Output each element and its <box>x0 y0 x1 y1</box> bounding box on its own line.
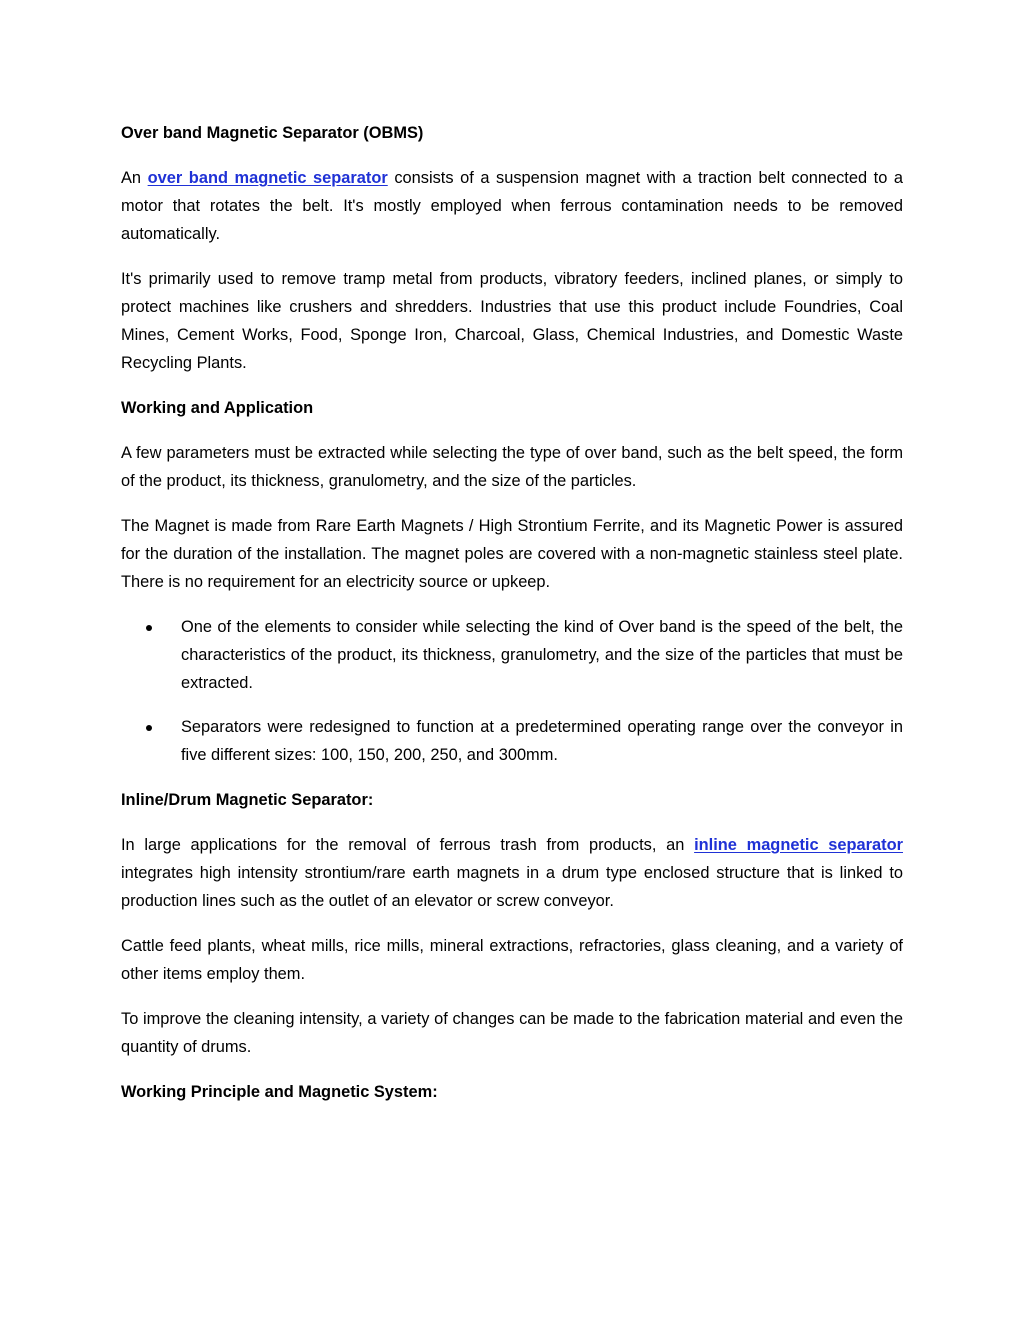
paragraph-working-magnet: The Magnet is made from Rare Earth Magnets / High Strontium Ferrite, and its Magnetic Power is assured for the duration of the installation. The magnet poles are covered with a non-magnetic stainless steel plate. There is no requirement for an electricity source or upkeep. <box>121 517 903 591</box>
bullet-icon <box>146 725 152 731</box>
list-item-text: Separators were redesigned to function at a predetermined operating range over the conveyor in five different sizes: 100, 150, 200, 250, and 300mm. <box>181 718 903 764</box>
list-item <box>121 613 903 697</box>
paragraph-obms-intro <box>121 164 903 248</box>
paragraph-working-parameters: A few parameters must be extracted while selecting the type of over band, such as the belt speed, the form of the product, its thickness, granulometry, and the size of the particles. <box>121 444 903 490</box>
inline-magnetic-separator-link[interactable]: inline magnetic separator <box>694 836 903 854</box>
paragraph-inline-intro <box>121 831 903 915</box>
paragraph-inline-industries: Cattle feed plants, wheat mills, rice mills, mineral extractions, refractories, glass cleaning, and a variety of other items employ them. <box>121 937 903 983</box>
paragraph-text: An <box>121 169 148 187</box>
paragraph-inline-improvements: To improve the cleaning intensity, a variety of changes can be made to the fabrication material and even the quantity of drums. <box>121 1010 903 1056</box>
list-item-text: One of the elements to consider while selecting the kind of Over band is the speed of the belt, the characteristics of the product, its thickness, granulometry, and the size of the particles that must be extracted. <box>181 618 903 692</box>
list-item <box>121 713 903 769</box>
bullet-list <box>121 613 903 769</box>
paragraph-text: consists of a suspension magnet with a traction belt connected to a motor that rotates the belt. It's mostly employed when ferrous contamination needs to be removed automatically. <box>121 169 903 243</box>
paragraph-obms-uses: It's primarily used to remove tramp metal from products, vibratory feeders, inclined planes, or simply to protect machines like crushers and shredders. Industries that use this product include Foundries, Coal Mines, Cement Works, Food, Sponge Iron, Charcoal, Glass, Chemical Industries, and Domestic Waste Recycling Plants. <box>121 270 903 372</box>
section-heading-working: Working and Application <box>121 399 314 417</box>
over-band-magnetic-separator-link[interactable]: over band magnetic separator <box>147 169 388 187</box>
paragraph-text: In large applications for the removal of ferrous trash from products, an <box>121 836 695 854</box>
document-page <box>121 119 903 1106</box>
section-heading-principle: Working Principle and Magnetic System: <box>121 1083 438 1101</box>
paragraph-text: integrates high intensity strontium/rare earth magnets in a drum type enclosed structure that is linked to production lines such as the outlet of an elevator or screw conveyor. <box>121 864 903 910</box>
bullet-icon <box>146 625 152 631</box>
section-heading-inline: Inline/Drum Magnetic Separator: <box>121 791 374 809</box>
section-heading-obms: Over band Magnetic Separator (OBMS) <box>121 124 424 142</box>
